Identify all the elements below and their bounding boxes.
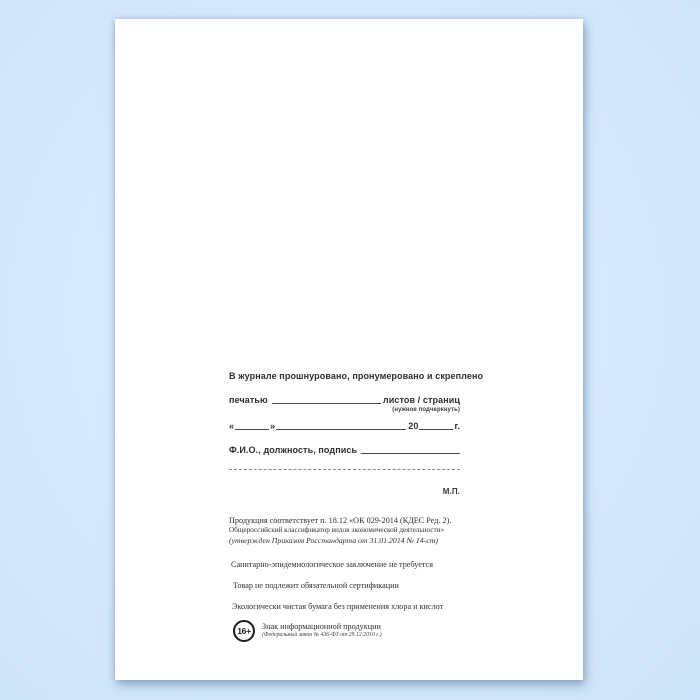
year-prefix: 20 [408, 421, 419, 431]
age-16plus-icon: 16+ [233, 620, 255, 642]
seal-place-label: М.П. [442, 487, 460, 496]
underline-applicable-note: (нужное подчеркнуть) [392, 407, 460, 413]
blank-line-full [229, 469, 460, 470]
classifier-line-1: Продукция соответствует п. 18.12 «ОК 029-2014 (КДЕС Ред. 2). [229, 516, 452, 525]
sheets-pages-label: листов / страниц [382, 395, 460, 405]
fio-position-signature-line [229, 445, 460, 455]
sanitary-statement: Санитарно-эпидемиологическое заключение не требуется [231, 560, 433, 569]
fio-label: Ф.И.О., должность, подпись [229, 445, 358, 455]
classifier-line-2: Общероссийский классификатор видов экономической деятельности» [229, 526, 445, 534]
eco-paper-statement: Экологически чистая бумага без применения хлора и кислот [232, 602, 444, 611]
information-product-sign [262, 620, 382, 639]
age-rating-block [233, 620, 382, 642]
federal-law-reference: (Федеральный закон № 436-ФЗ от 29.12.2010 г.) [262, 632, 382, 638]
information-product-title: Знак информационной продукции [262, 622, 381, 631]
open-quote: « [229, 421, 235, 431]
blank-line-sheets-count [272, 403, 381, 404]
blank-line-year [419, 429, 453, 430]
classifier-line-3: (утвержден Приказом Росстандарта от 31.01.2014 № 14-ст) [229, 535, 438, 545]
certification-statement: Товар не подлежит обязательной сертификации [233, 581, 399, 590]
blank-line-day [235, 429, 269, 430]
date-line [229, 421, 460, 431]
year-suffix: г. [454, 421, 460, 431]
close-quote: » [270, 421, 276, 431]
seal-statement-text: В журнале прошнуровано, пронумеровано и скреплено [229, 371, 484, 381]
seal-statement-line [229, 371, 484, 381]
blank-line-month [276, 429, 406, 430]
blank-line-signature [361, 453, 460, 454]
journal-back-page [115, 19, 583, 680]
sheets-pages-line [229, 395, 460, 405]
seal-prefix-label: печатью [229, 395, 268, 405]
product-classifier-paragraph [229, 516, 489, 546]
